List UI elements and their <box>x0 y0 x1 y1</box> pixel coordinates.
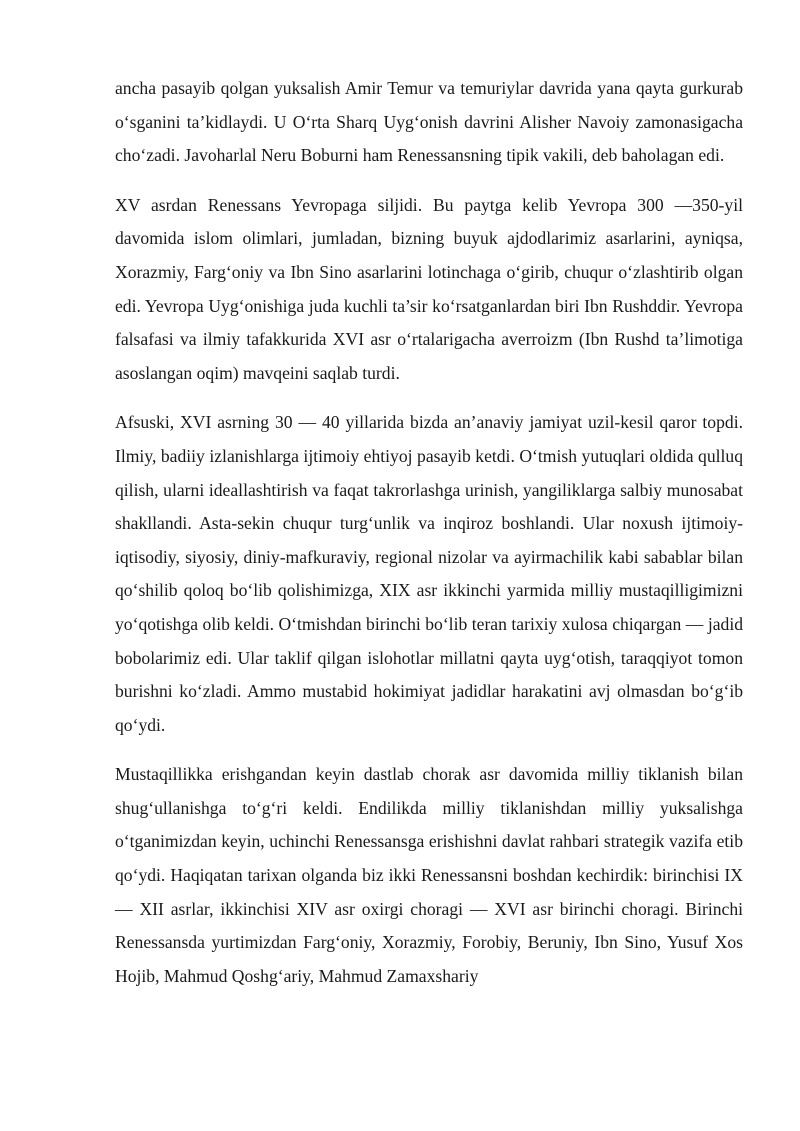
paragraph-4: Mustaqillikka erishgandan keyin dastlab chorak asr davomida milliy tiklanish bilan shug‘ullanishga to‘g‘ri keldi. Endilikda milliy tiklanishdan milliy yuksalishga o‘tganimizdan keyin, uchinchi Renessansga erishishni davlat rahbari strategik vazifa etib qo‘ydi. Haqiqatan tarixan olganda biz ikki Renessansni boshdan kechirdik: birinchisi IX — XII asrlar, ikkinchisi XIV asr oxirgi choragi — XVI asr birinchi choragi. Birinchi Renessansda yurtimizdan Farg‘oniy, Xorazmiy, Forobiy, Beruniy, Ibn Sino, Yusuf Xos Hojib, Mahmud Qoshg‘ariy, Mahmud Zamaxshariy <box>115 764 743 986</box>
document-body <box>115 72 743 993</box>
paragraph-1: ancha pasayib qolgan yuksalish Amir Temur va temuriylar davrida yana qayta gurkurab o‘sganini ta’kidlaydi. U O‘rta Sharq Uyg‘onish davrini Alisher Navoiy zamonasigacha cho‘zadi. Javoharlal Neru Boburni ham Renessansning tipik vakili, deb baholagan edi. <box>115 78 743 166</box>
paragraph-2: XV asrdan Renessans Yevropaga siljidi. Bu paytga kelib Yevropa 300 —350-yil davomida islom olimlari, jumladan, bizning buyuk ajdodlarimiz asarlarini, ayniqsa, Xorazmiy, Farg‘oniy va Ibn Sino asarlarini lotinchaga o‘girib, chuqur o‘zlashtirib olgan edi. Yevropa Uyg‘onishiga juda kuchli ta’sir ko‘rsatganlardan biri Ibn Rushddir. Yevropa falsafasi va ilmiy tafakkurida XVI asr o‘rtalarigacha averroizm (Ibn Rushd ta’limotiga asoslangan oqim) mavqeini saqlab turdi. <box>115 194 743 383</box>
paragraph-3: Afsuski, XVI asrning 30 — 40 yillarida bizda an’anaviy jamiyat uzil-kesil qaror topdi. Ilmiy, badiiy izlanishlarga ijtimoiy ehtiyoj pasayib ketdi. O‘tmish yutuqlari oldida qulluq qilish, ularni ideallashtirish va faqat takrorlashga urinish, yangiliklarga salbiy munosabat shakllandi. Asta-sekin chuqur turg‘unlik va inqiroz boshlandi. Ular noxush ijtimoiy-iqtisodiy, siyosiy, diniy-mafkuraviy, regional nizolar va ayirmachilik kabi sabablar bilan qo‘shilib qoloq bo‘lib qolishimizga, XIX asr ikkinchi yarmida milliy mustaqilligimizni yo‘qotishga olib keldi. O‘tmishdan birinchi bo‘lib teran tarixiy xulosa chiqargan — jadid bobolarimiz edi. Ular taklif qilgan islohotlar millatni qayta uyg‘otish, taraqqiyot tomon burishni ko‘zladi. Ammo mustabid hokimiyat jadidlar harakatini avj olmasdan bo‘g‘ib qo‘ydi. <box>115 412 743 735</box>
